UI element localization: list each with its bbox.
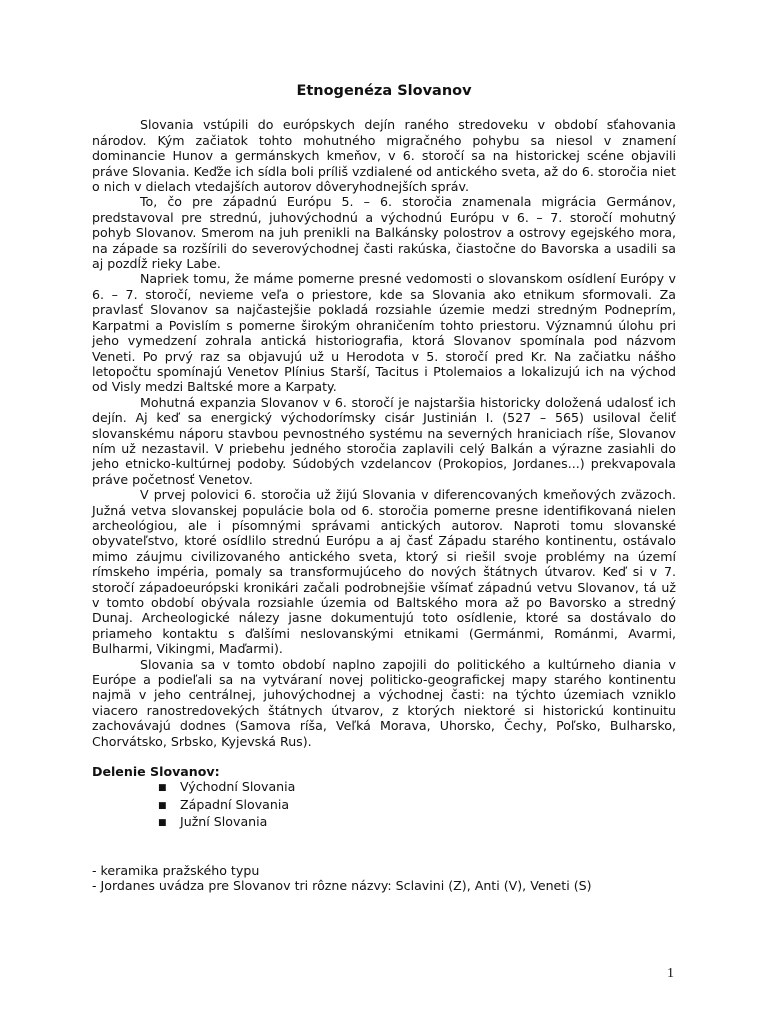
list-item-label: Južní Slovania: [180, 814, 268, 830]
document-title: Etnogenéza Slovanov: [296, 83, 472, 99]
note-line: - keramika pražského typu: [92, 862, 260, 878]
paragraph-4: Mohutná expanzia Slovanov v 6. storočí je najstaršia historicky doložená udalosť ich dejín. Aj keď sa energický východorímsky cisár Justinián I. (527 – 565) usiloval čeliť slovanskému náporu stavbou pevnostného systému na severných hraniciach ríše, Slovanov ním už nezastavil. V priebehu jedného storočia zaplavili celý Balkán a výrazne zasiahli do jeho etnicko-kultúrnej podoby. Súdobých vzdelancov (Prokopios, Jordanes...) prekvapovala práve početnosť Venetov.: [92, 394, 676, 487]
note-line: - Jordanes uvádza pre Slovanov tri rôzne názvy: Sclavini (Z), Anti (V), Veneti (S): [92, 878, 592, 894]
document-page: [92, 84, 676, 894]
paragraph-6: Slovania sa v tomto období naplno zapojili do politického a kultúrneho diania v Európe a podieľali sa na vytváraní novej politicko-geografickej mapy starého kontinentu najmä v jeho centrálnej, juhovýchodnej a východnej časti: na týchto územiach vzniklo viacero ranostredovekých štátnych útvarov, z ktorých niektoré si historickú kontinuitu zachovávajú dodnes (Samova ríša, Veľká Morava, Uhorsko, Čechy, Poľsko, Bulharsko, Chorvátsko, Srbsko, Kyjevská Rus).: [92, 656, 676, 749]
paragraph-1: Slovania vstúpili do európskych dejín raného stredoveku v období sťahovania národov. Kým začiatok tohto mohutného migračného pohybu sa niesol v znamení dominancie Hunov a germánskych kmeňov, v 6. storočí sa na historickej scéne objavili práve Slovania. Keďže ich sídla boli príliš vzdialené od antického sveta, až do 6. storočia niet o nich v dielach vtedajších autorov dôveryhodnejších správ.: [92, 117, 676, 195]
list-item-label: Východní Slovania: [180, 779, 296, 795]
list-item: [158, 779, 676, 796]
square-bullet-icon: ■: [158, 818, 167, 829]
square-bullet-icon: ■: [158, 783, 167, 794]
paragraph-2: To, čo pre západnú Európu 5. – 6. storočia znamenala migrácia Germánov, predstavoval pre strednú, juhovýchodnú a východnú Európu v 6. – 7. storočí mohutný pohyb Slovanov. Smerom na juh prenikli na Balkánsky polostrov a ostrovy egejského mora, na západe sa rozšírili do severovýchodnej časti rakúska, čiastočne do Bavorska a usadili sa aj pozdĺž rieky Labe.: [92, 194, 676, 272]
page-number: 1: [667, 966, 674, 981]
paragraph-5: V prvej polovici 6. storočia už žijú Slovania v diferencovaných kmeňových zväzoch. Južná vetva slovanskej populácie bola od 6. storočia pomerne presne identifikovaná nielen archeológiou, ale i písomnými správami antických autorov. Naproti tomu slovanské obyvateľstvo, ktoré osídlilo strednú Európu a aj časť Západu starého kontinentu, ostávalo mimo záujmu civilizovaného antického sveta, ktorý si riešil svoje problémy na území rímskeho impéria, pomaly sa transformujúceho do nových štátnych útvarov. Keď si v 7. storočí západoeurópski kronikári začali podrobnejšie všímať západnú vetvu Slovanov, tá už v tomto období obývala rozsiahle územia od Baltského mora až po Bavorsko a stredný Dunaj. Archeologické nálezy jasne dokumentujú toto osídlenie, ktoré sa dostávalo do priameho kontaktu s ďalšími neslovanskými etnikami (Germánmi, Románmi, Avarmi, Bulharmi, Vikingmi, Maďarmi).: [92, 487, 676, 657]
square-bullet-icon: ■: [158, 800, 167, 811]
division-list: [92, 779, 676, 831]
notes-section: [92, 863, 676, 894]
paragraph-3: Napriek tomu, že máme pomerne presné vedomosti o slovanskom osídlení Európy v 6. – 7. storočí, nevieme veľa o priestore, kde sa Slovania ako etnikum sformovali. Za pravlasť Slovanov sa najčastejšie pokladá rozsiahle územie medzi stredným Podneprím, Karpatmi a Povislím s pomerne širokým ohraničením tohto priestoru. Významnú úlohu pri jeho vymedzení zohrala antická historiografia, ktorá Slovanov spomínala pod názvom Veneti. Po prvý raz sa objavujú už u Herodota v 5. storočí pred Kr. Na začiatku nášho letopočtu spomínajú Venetov Plínius Starší, Tacitus i Ptolemaios a lokalizujú ich na východ od Visly medzi Baltské more a Karpaty.: [92, 271, 676, 395]
list-item: [158, 797, 676, 814]
list-item-label: Západní Slovania: [180, 796, 290, 812]
list-item: [158, 814, 676, 831]
division-heading: Delenie Slovanov:: [92, 764, 220, 780]
